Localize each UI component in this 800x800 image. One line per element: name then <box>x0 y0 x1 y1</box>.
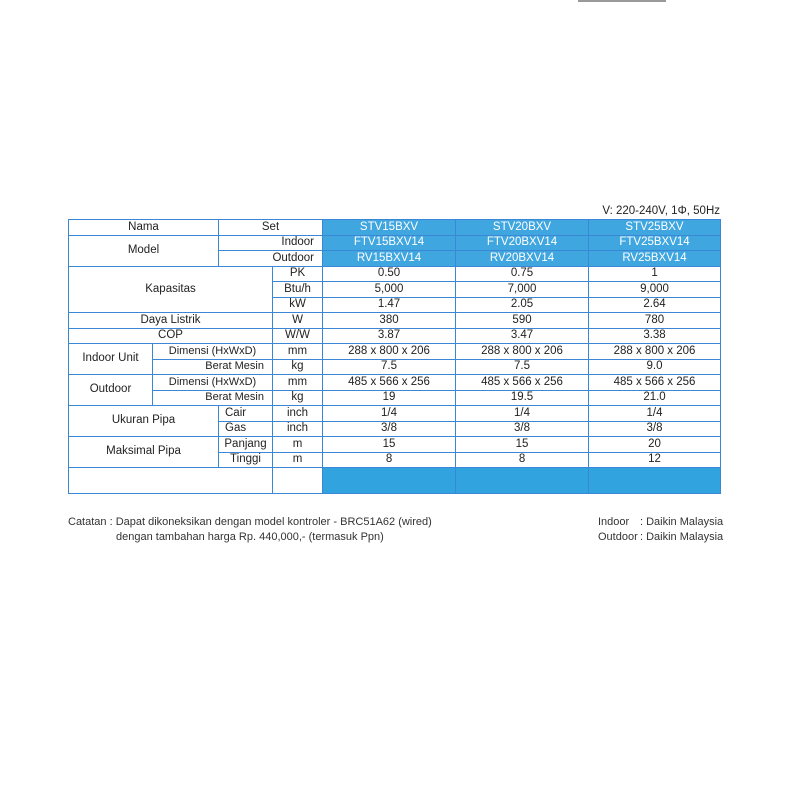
indoor-berat-1: 7.5 <box>323 359 456 375</box>
label-outdoor: Outdoor <box>219 251 323 267</box>
unit-inch-cair: inch <box>273 406 323 422</box>
label-tinggi: Tinggi <box>219 452 273 468</box>
indoor-berat-3: 9.0 <box>589 359 721 375</box>
top-divider <box>578 0 666 2</box>
panjang-1: 15 <box>323 437 456 453</box>
origin-indoor-value: : Daikin Malaysia <box>640 516 724 528</box>
table-row-indoor-model <box>69 235 721 251</box>
table-row-indoor-dim <box>69 344 721 360</box>
origin-outdoor <box>598 530 723 545</box>
cair-1: 1/4 <box>323 406 456 422</box>
pk-2: 0.75 <box>456 266 589 282</box>
origin-outdoor-value: : Daikin Malaysia <box>640 531 724 543</box>
btuh-2: 7,000 <box>456 282 589 298</box>
voltage-note: V: 220-240V, 1Φ, 50Hz <box>602 205 720 217</box>
unit-kg-indoor: kg <box>273 359 323 375</box>
label-daya-listrik: Daya Listrik <box>69 313 273 329</box>
label-kapasitas: Kapasitas <box>69 266 273 313</box>
panjang-2: 15 <box>456 437 589 453</box>
table-row-indoor-berat <box>69 359 721 375</box>
footer-cell-1 <box>323 468 456 494</box>
cop-1: 3.87 <box>323 328 456 344</box>
panjang-3: 20 <box>589 437 721 453</box>
label-outdoor-dimensi: Dimensi (HxWxD) <box>153 375 273 391</box>
origin-outdoor-key: Outdoor <box>598 531 638 543</box>
indoor-dim-2: 288 x 800 x 206 <box>456 344 589 360</box>
label-outdoor-berat: Berat Mesin <box>153 390 273 406</box>
indoor-model-3: FTV25BXV14 <box>589 235 721 251</box>
outdoor-model-2: RV20BXV14 <box>456 251 589 267</box>
outdoor-berat-2: 19.5 <box>456 390 589 406</box>
cop-3: 3.38 <box>589 328 721 344</box>
indoor-dim-1: 288 x 800 x 206 <box>323 344 456 360</box>
outdoor-dim-2: 485 x 566 x 256 <box>456 375 589 391</box>
cop-2: 3.47 <box>456 328 589 344</box>
outdoor-dim-1: 485 x 566 x 256 <box>323 375 456 391</box>
unit-inch-gas: inch <box>273 421 323 437</box>
outdoor-model-3: RV25BXV14 <box>589 251 721 267</box>
gas-3: 3/8 <box>589 421 721 437</box>
table-row-set <box>69 220 721 236</box>
unit-pk: PK <box>273 266 323 282</box>
note-line-1: Catatan : Dapat dikoneksikan dengan model kontroler - BRC51A62 (wired) <box>68 516 432 528</box>
unit-kw: kW <box>273 297 323 313</box>
kw-1: 1.47 <box>323 297 456 313</box>
daya-2: 590 <box>456 313 589 329</box>
label-indoor: Indoor <box>219 235 323 251</box>
table-row-outdoor-dim <box>69 375 721 391</box>
table-row-footer <box>69 468 721 494</box>
label-cair: Cair <box>219 406 273 422</box>
label-maksimal-pipa: Maksimal Pipa <box>69 437 219 468</box>
table-row-cair <box>69 406 721 422</box>
label-nama: Nama <box>69 220 219 236</box>
label-indoor-unit: Indoor Unit <box>69 344 153 375</box>
footer-cell-2 <box>456 468 589 494</box>
label-gas: Gas <box>219 421 273 437</box>
outdoor-berat-3: 21.0 <box>589 390 721 406</box>
cair-3: 1/4 <box>589 406 721 422</box>
origin-indoor <box>598 515 723 530</box>
footer-blank-unit <box>273 468 323 494</box>
indoor-model-2: FTV20BXV14 <box>456 235 589 251</box>
btuh-1: 5,000 <box>323 282 456 298</box>
note-line-2: dengan tambahan harga Rp. 440,000,- (termasuk Ppn) <box>116 531 384 543</box>
btuh-3: 9,000 <box>589 282 721 298</box>
notes <box>68 515 432 545</box>
unit-kg-outdoor: kg <box>273 390 323 406</box>
footer-blank-label <box>69 468 273 494</box>
unit-w: W <box>273 313 323 329</box>
set-model-3: STV25BXV <box>589 220 721 236</box>
unit-ww: W/W <box>273 328 323 344</box>
table-row-panjang <box>69 437 721 453</box>
indoor-berat-2: 7.5 <box>456 359 589 375</box>
tinggi-1: 8 <box>323 452 456 468</box>
label-indoor-dimensi: Dimensi (HxWxD) <box>153 344 273 360</box>
spec-table <box>68 219 721 494</box>
label-cop: COP <box>69 328 273 344</box>
outdoor-dim-3: 485 x 566 x 256 <box>589 375 721 391</box>
cair-2: 1/4 <box>456 406 589 422</box>
unit-mm-outdoor: mm <box>273 375 323 391</box>
set-model-1: STV15BXV <box>323 220 456 236</box>
pk-1: 0.50 <box>323 266 456 282</box>
daya-3: 780 <box>589 313 721 329</box>
indoor-dim-3: 288 x 800 x 206 <box>589 344 721 360</box>
unit-m-tinggi: m <box>273 452 323 468</box>
footer-cell-3 <box>589 468 721 494</box>
label-outdoor-unit: Outdoor <box>69 375 153 406</box>
tinggi-3: 12 <box>589 452 721 468</box>
indoor-model-1: FTV15BXV14 <box>323 235 456 251</box>
origin-info <box>598 515 723 545</box>
set-model-2: STV20BXV <box>456 220 589 236</box>
gas-1: 3/8 <box>323 421 456 437</box>
table-row-cop <box>69 328 721 344</box>
table-row-outdoor-berat <box>69 390 721 406</box>
label-set: Set <box>219 220 323 236</box>
table-row-daya <box>69 313 721 329</box>
unit-btuh: Btu/h <box>273 282 323 298</box>
outdoor-model-1: RV15BXV14 <box>323 251 456 267</box>
kw-2: 2.05 <box>456 297 589 313</box>
pk-3: 1 <box>589 266 721 282</box>
label-indoor-berat: Berat Mesin <box>153 359 273 375</box>
tinggi-2: 8 <box>456 452 589 468</box>
label-ukuran-pipa: Ukuran Pipa <box>69 406 219 437</box>
outdoor-berat-1: 19 <box>323 390 456 406</box>
origin-indoor-key: Indoor <box>598 516 630 528</box>
unit-m-panjang: m <box>273 437 323 453</box>
table-row-pk <box>69 266 721 282</box>
kw-3: 2.64 <box>589 297 721 313</box>
label-panjang: Panjang <box>219 437 273 453</box>
daya-1: 380 <box>323 313 456 329</box>
unit-mm-indoor: mm <box>273 344 323 360</box>
gas-2: 3/8 <box>456 421 589 437</box>
label-model: Model <box>69 235 219 266</box>
